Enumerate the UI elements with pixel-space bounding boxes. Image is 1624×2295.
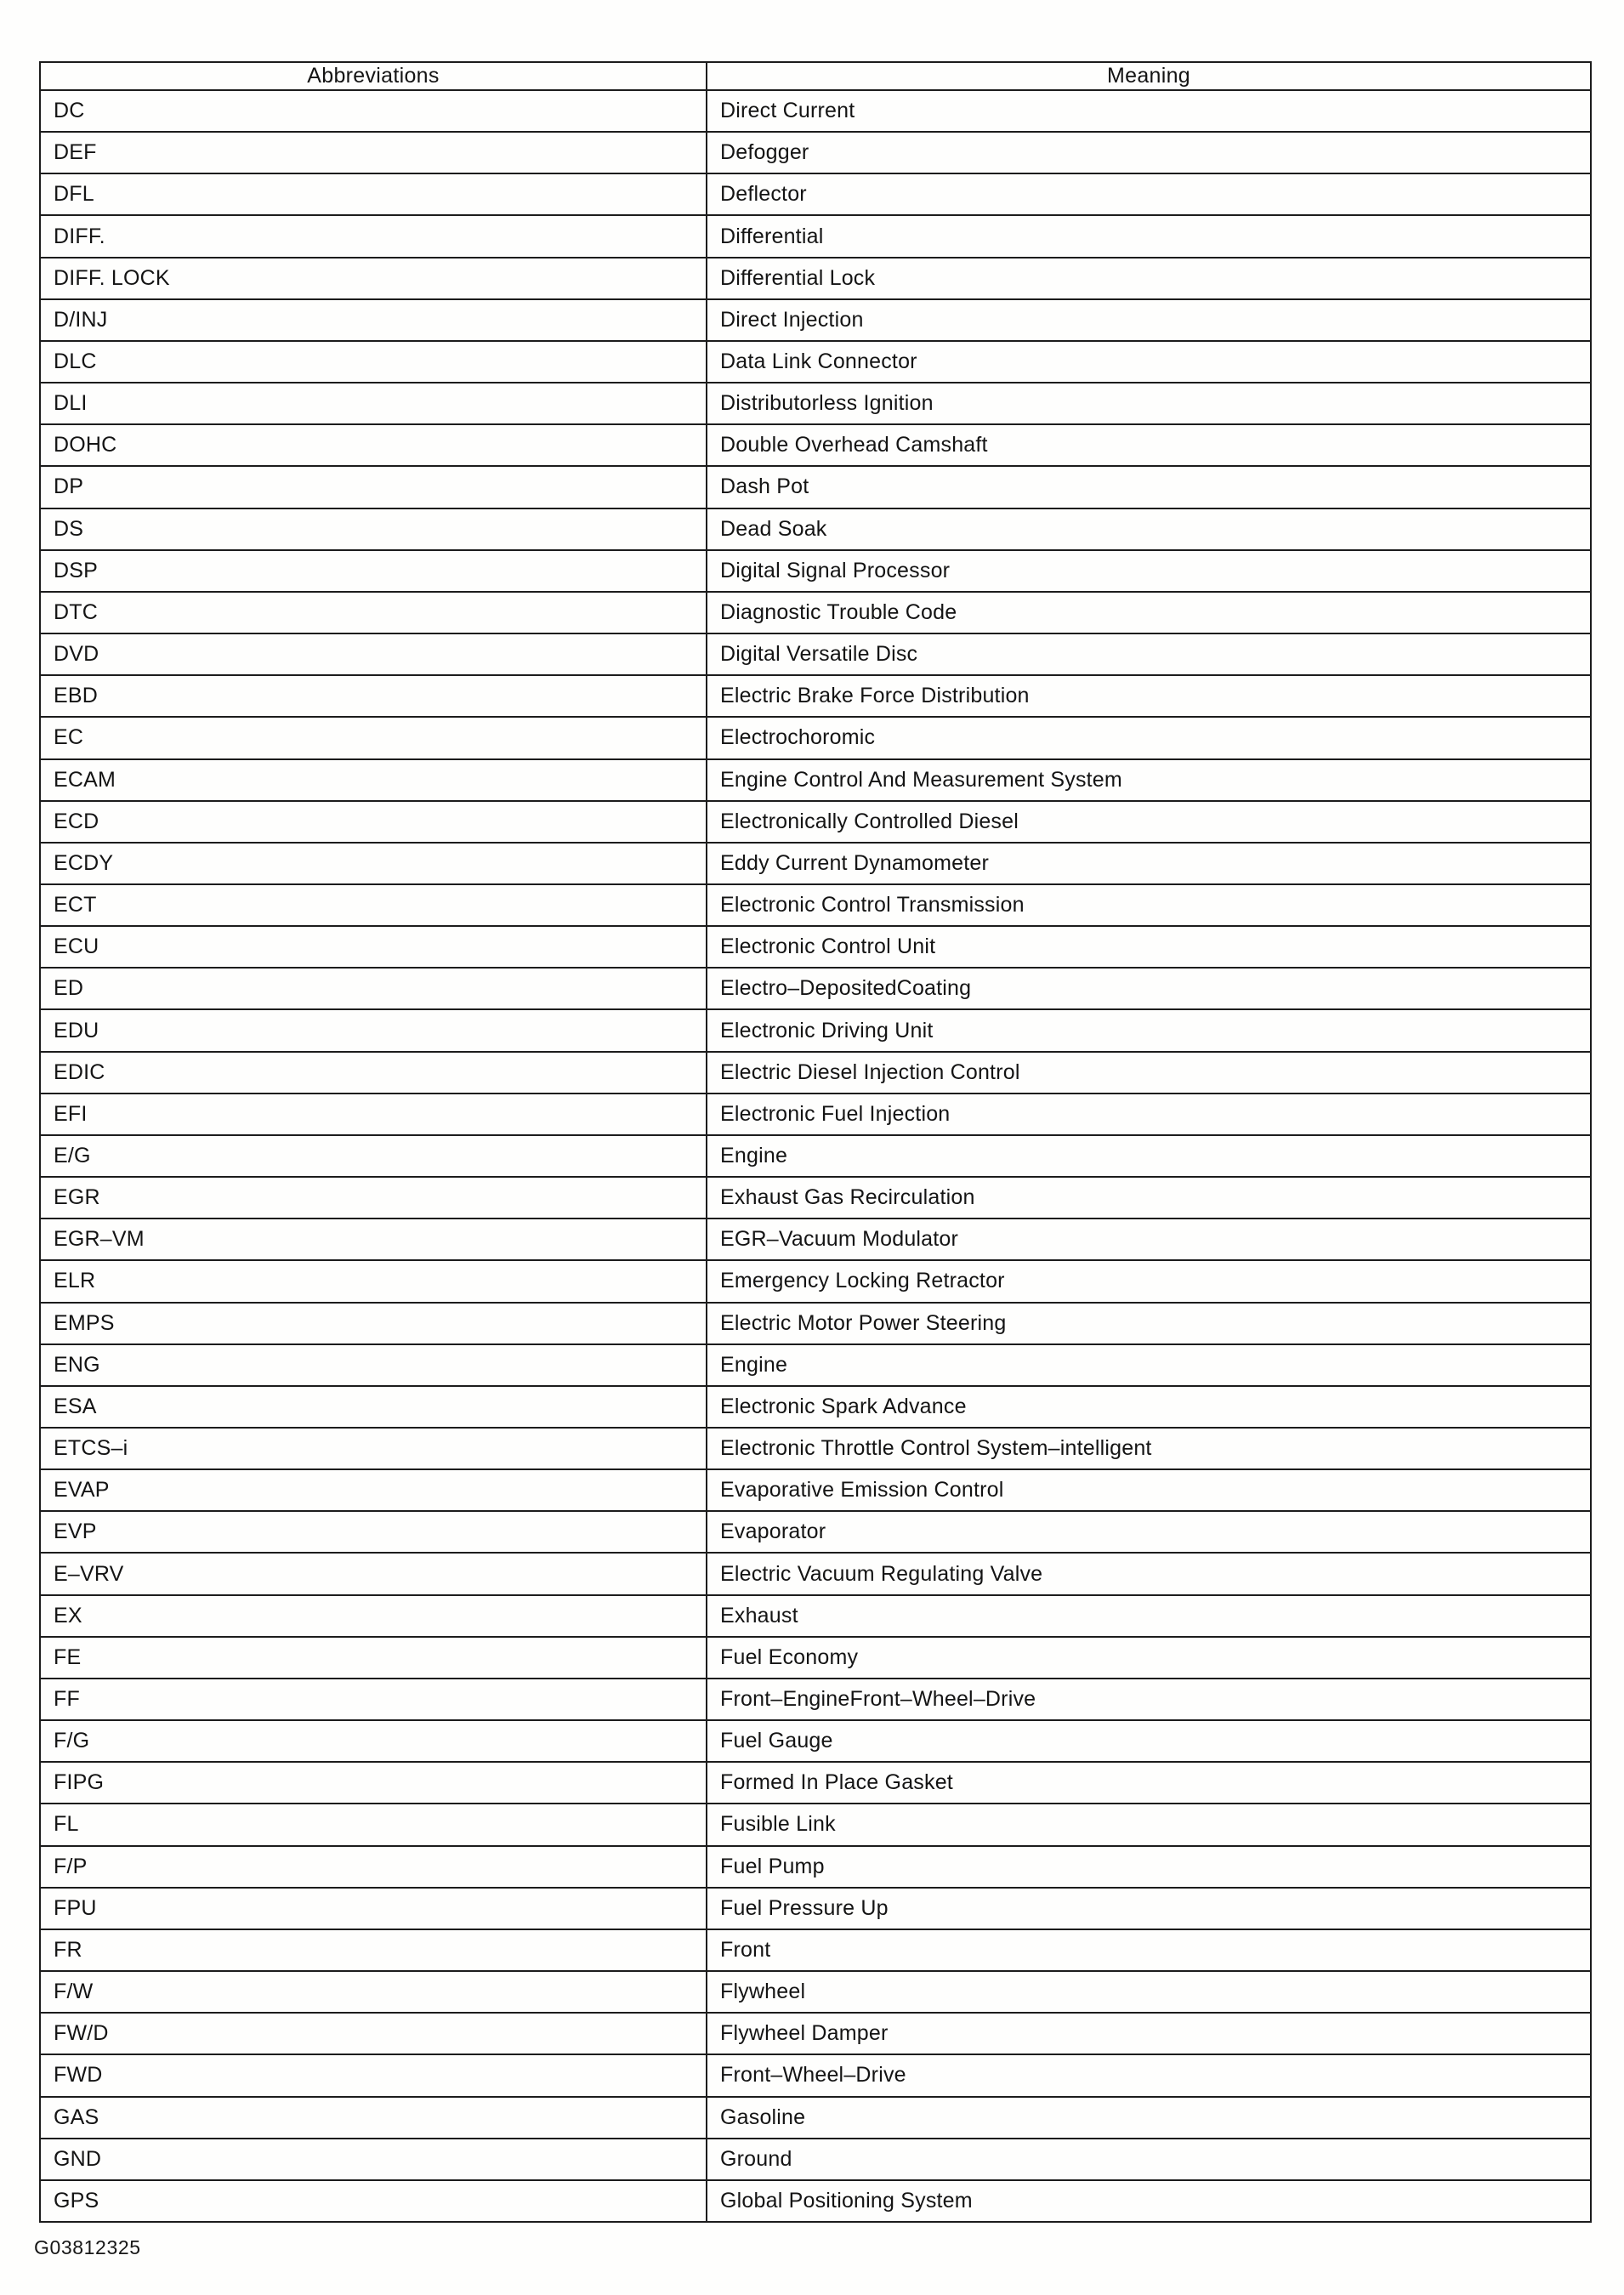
abbreviation-cell: GAS xyxy=(40,2097,707,2139)
table-row xyxy=(40,2139,1591,2180)
meaning-cell: Fusible Link xyxy=(707,1804,1591,1845)
abbreviation-cell: EC xyxy=(40,717,707,758)
table-row xyxy=(40,508,1591,550)
abbreviation-cell: ESA xyxy=(40,1386,707,1428)
table-body xyxy=(40,90,1591,2222)
table-row xyxy=(40,1762,1591,1804)
table-row xyxy=(40,1637,1591,1679)
abbreviation-cell: FR xyxy=(40,1929,707,1971)
abbreviations-table xyxy=(39,61,1592,2223)
abbreviation-cell: EBD xyxy=(40,675,707,717)
header-meaning: Meaning xyxy=(707,62,1591,90)
abbreviation-cell: FL xyxy=(40,1804,707,1845)
abbreviation-cell: GPS xyxy=(40,2180,707,2222)
abbreviation-cell: DP xyxy=(40,466,707,508)
abbreviation-cell: FIPG xyxy=(40,1762,707,1804)
meaning-cell: Differential xyxy=(707,215,1591,257)
meaning-cell: Electronic Fuel Injection xyxy=(707,1094,1591,1135)
meaning-cell: Electronic Driving Unit xyxy=(707,1009,1591,1051)
meaning-cell: Engine Control And Measurement System xyxy=(707,759,1591,801)
meaning-cell: Electronic Throttle Control System–intelligent xyxy=(707,1428,1591,1469)
abbreviation-cell: ECAM xyxy=(40,759,707,801)
meaning-cell: Direct Current xyxy=(707,90,1591,132)
table-row xyxy=(40,1971,1591,2013)
meaning-cell: Defogger xyxy=(707,132,1591,173)
table-row xyxy=(40,843,1591,884)
abbreviation-cell: ECU xyxy=(40,926,707,968)
meaning-cell: Fuel Pump xyxy=(707,1846,1591,1888)
table-row xyxy=(40,1679,1591,1720)
table-row xyxy=(40,1260,1591,1302)
table-row xyxy=(40,1094,1591,1135)
abbreviation-cell: EDIC xyxy=(40,1052,707,1094)
table-row xyxy=(40,1177,1591,1219)
meaning-cell: Direct Injection xyxy=(707,299,1591,341)
table-row xyxy=(40,1511,1591,1553)
table-row xyxy=(40,299,1591,341)
table-row xyxy=(40,717,1591,758)
meaning-cell: Emergency Locking Retractor xyxy=(707,1260,1591,1302)
meaning-cell: Electro–DepositedCoating xyxy=(707,968,1591,1009)
abbreviation-cell: FPU xyxy=(40,1888,707,1929)
meaning-cell: Exhaust xyxy=(707,1595,1591,1637)
figure-code: G03812325 xyxy=(34,2236,141,2258)
meaning-cell: Electrochoromic xyxy=(707,717,1591,758)
abbreviation-cell: GND xyxy=(40,2139,707,2180)
abbreviation-cell: FW/D xyxy=(40,2013,707,2054)
table-row xyxy=(40,2097,1591,2139)
table-row xyxy=(40,2054,1591,2096)
abbreviation-cell: ENG xyxy=(40,1344,707,1386)
table-row xyxy=(40,466,1591,508)
meaning-cell: Electronic Control Transmission xyxy=(707,884,1591,926)
meaning-cell: Fuel Gauge xyxy=(707,1720,1591,1762)
abbreviation-cell: ECDY xyxy=(40,843,707,884)
table-row xyxy=(40,1219,1591,1260)
table-row xyxy=(40,550,1591,592)
meaning-cell: Exhaust Gas Recirculation xyxy=(707,1177,1591,1219)
meaning-cell: Evaporator xyxy=(707,1511,1591,1553)
abbreviation-cell: DIFF. LOCK xyxy=(40,258,707,299)
table-row xyxy=(40,1344,1591,1386)
meaning-cell: Gasoline xyxy=(707,2097,1591,2139)
table-row xyxy=(40,173,1591,215)
meaning-cell: Electric Brake Force Distribution xyxy=(707,675,1591,717)
abbreviation-cell: F/W xyxy=(40,1971,707,2013)
table-row xyxy=(40,1428,1591,1469)
abbreviation-cell: EDU xyxy=(40,1009,707,1051)
table-row xyxy=(40,383,1591,424)
meaning-cell: Global Positioning System xyxy=(707,2180,1591,2222)
meaning-cell: Formed In Place Gasket xyxy=(707,1762,1591,1804)
abbreviation-cell: EMPS xyxy=(40,1303,707,1344)
table-row xyxy=(40,968,1591,1009)
abbreviation-cell: FE xyxy=(40,1637,707,1679)
table-row xyxy=(40,675,1591,717)
meaning-cell: Electronic Spark Advance xyxy=(707,1386,1591,1428)
abbreviation-cell: ETCS–i xyxy=(40,1428,707,1469)
meaning-cell: Distributorless Ignition xyxy=(707,383,1591,424)
meaning-cell: Fuel Pressure Up xyxy=(707,1888,1591,1929)
abbreviation-cell: EVP xyxy=(40,1511,707,1553)
table-row xyxy=(40,759,1591,801)
abbreviation-cell: DOHC xyxy=(40,424,707,466)
abbreviation-cell: DFL xyxy=(40,173,707,215)
abbreviation-cell: DC xyxy=(40,90,707,132)
meaning-cell: Electronically Controlled Diesel xyxy=(707,801,1591,843)
table-row xyxy=(40,1303,1591,1344)
table-row xyxy=(40,1846,1591,1888)
table-header-row xyxy=(40,62,1591,90)
meaning-cell: Electric Diesel Injection Control xyxy=(707,1052,1591,1094)
table-row xyxy=(40,1804,1591,1845)
table-row xyxy=(40,2013,1591,2054)
table-row xyxy=(40,1052,1591,1094)
abbreviation-cell: D/INJ xyxy=(40,299,707,341)
table-row xyxy=(40,1386,1591,1428)
abbreviation-cell: DVD xyxy=(40,633,707,675)
abbreviation-cell: FWD xyxy=(40,2054,707,2096)
abbreviation-cell: EGR–VM xyxy=(40,1219,707,1260)
abbreviation-cell: EX xyxy=(40,1595,707,1637)
abbreviation-cell: F/P xyxy=(40,1846,707,1888)
abbreviation-cell: DSP xyxy=(40,550,707,592)
meaning-cell: Flywheel Damper xyxy=(707,2013,1591,2054)
table-row xyxy=(40,1469,1591,1511)
meaning-cell: Double Overhead Camshaft xyxy=(707,424,1591,466)
header-abbreviations: Abbreviations xyxy=(40,62,707,90)
abbreviation-cell: F/G xyxy=(40,1720,707,1762)
meaning-cell: Differential Lock xyxy=(707,258,1591,299)
meaning-cell: Deflector xyxy=(707,173,1591,215)
abbreviation-cell: DTC xyxy=(40,592,707,633)
meaning-cell: Engine xyxy=(707,1344,1591,1386)
meaning-cell: Diagnostic Trouble Code xyxy=(707,592,1591,633)
table-row xyxy=(40,2180,1591,2222)
meaning-cell: Electronic Control Unit xyxy=(707,926,1591,968)
meaning-cell: Front xyxy=(707,1929,1591,1971)
meaning-cell: Front–Wheel–Drive xyxy=(707,2054,1591,2096)
table-row xyxy=(40,1135,1591,1177)
table-row xyxy=(40,1888,1591,1929)
meaning-cell: Engine xyxy=(707,1135,1591,1177)
meaning-cell: Dash Pot xyxy=(707,466,1591,508)
meaning-cell: Data Link Connector xyxy=(707,341,1591,383)
meaning-cell: Digital Versatile Disc xyxy=(707,633,1591,675)
abbreviation-cell: EFI xyxy=(40,1094,707,1135)
meaning-cell: Digital Signal Processor xyxy=(707,550,1591,592)
table-row xyxy=(40,132,1591,173)
table-row xyxy=(40,801,1591,843)
abbreviation-cell: E/G xyxy=(40,1135,707,1177)
meaning-cell: Electric Motor Power Steering xyxy=(707,1303,1591,1344)
table-row xyxy=(40,884,1591,926)
meaning-cell: Flywheel xyxy=(707,1971,1591,2013)
meaning-cell: Front–EngineFront–Wheel–Drive xyxy=(707,1679,1591,1720)
abbreviation-cell: FF xyxy=(40,1679,707,1720)
table-row xyxy=(40,1553,1591,1594)
abbreviation-cell: DLI xyxy=(40,383,707,424)
table-row xyxy=(40,90,1591,132)
table-row xyxy=(40,215,1591,257)
abbreviation-cell: DIFF. xyxy=(40,215,707,257)
meaning-cell: Electric Vacuum Regulating Valve xyxy=(707,1553,1591,1594)
abbreviation-cell: DS xyxy=(40,508,707,550)
table-row xyxy=(40,1595,1591,1637)
meaning-cell: EGR–Vacuum Modulator xyxy=(707,1219,1591,1260)
abbreviation-cell: EVAP xyxy=(40,1469,707,1511)
table-row xyxy=(40,633,1591,675)
table-row xyxy=(40,1009,1591,1051)
abbreviation-cell: ECD xyxy=(40,801,707,843)
table-row xyxy=(40,1929,1591,1971)
table-row xyxy=(40,424,1591,466)
abbreviation-cell: E–VRV xyxy=(40,1553,707,1594)
meaning-cell: Ground xyxy=(707,2139,1591,2180)
abbreviation-cell: ED xyxy=(40,968,707,1009)
meaning-cell: Evaporative Emission Control xyxy=(707,1469,1591,1511)
table-row xyxy=(40,592,1591,633)
meaning-cell: Eddy Current Dynamometer xyxy=(707,843,1591,884)
abbreviation-cell: DEF xyxy=(40,132,707,173)
abbreviation-cell: EGR xyxy=(40,1177,707,1219)
table-row xyxy=(40,258,1591,299)
meaning-cell: Dead Soak xyxy=(707,508,1591,550)
abbreviation-cell: ELR xyxy=(40,1260,707,1302)
table-row xyxy=(40,926,1591,968)
meaning-cell: Fuel Economy xyxy=(707,1637,1591,1679)
table-row xyxy=(40,341,1591,383)
table-row xyxy=(40,1720,1591,1762)
abbreviation-cell: DLC xyxy=(40,341,707,383)
abbreviation-cell: ECT xyxy=(40,884,707,926)
